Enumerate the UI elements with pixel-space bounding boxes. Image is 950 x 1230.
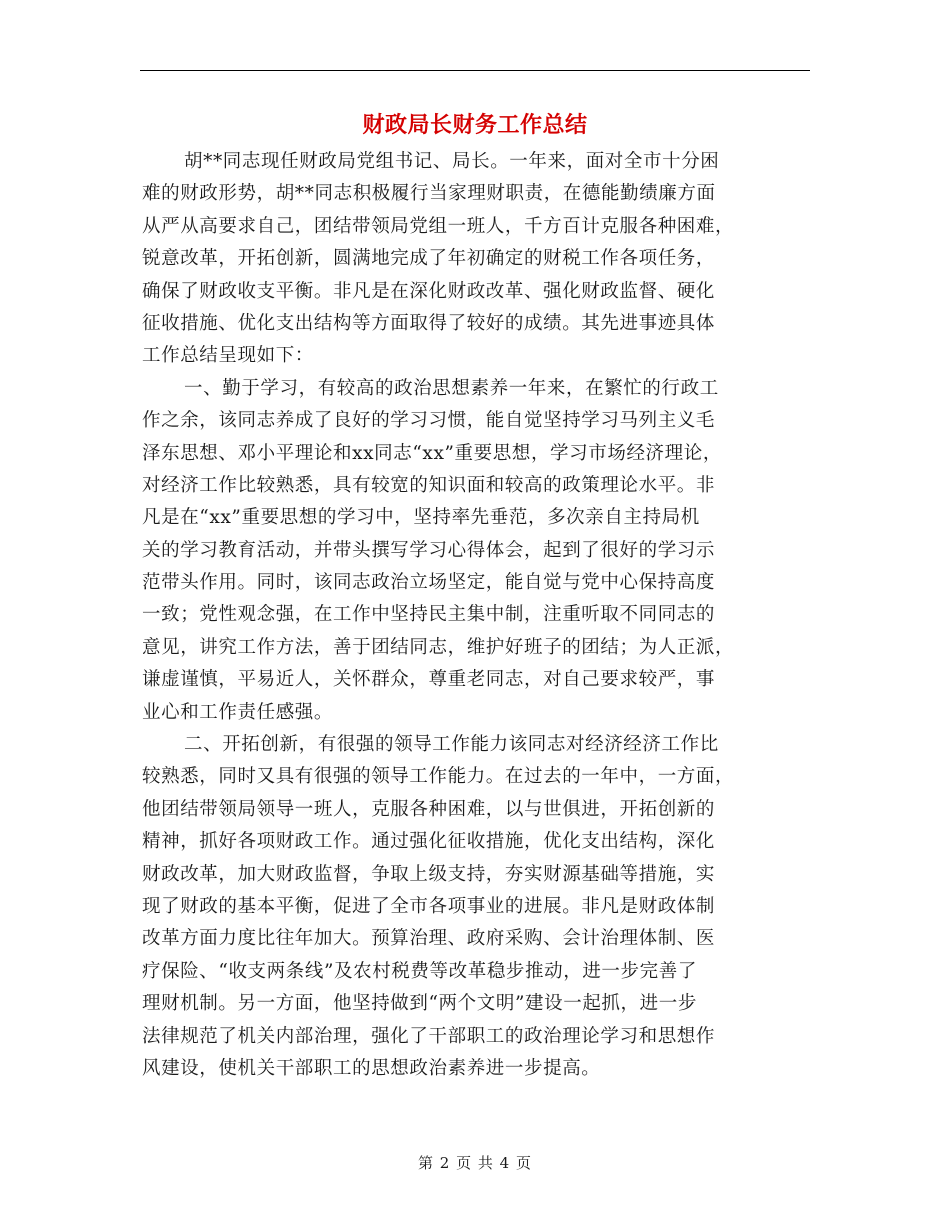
document-title: 财政局长财务工作总结 (362, 112, 588, 138)
body-line: 征收措施、优化支出结构等方面取得了较好的成绩。其先进事迹具体 (142, 312, 716, 334)
body-line: 一致；党性观念强，在工作中坚持民主集中制，注重听取不同同志的 (142, 604, 716, 626)
document-body (142, 146, 810, 1085)
body-line: 二、开拓创新，有很强的领导工作能力该同志对经济经济工作比 (184, 734, 719, 756)
body-line: 业心和工作责任感强。 (142, 701, 334, 723)
body-line: 法律规范了机关内部治理，强化了干部职工的政治理论学习和思想作 (142, 1025, 716, 1047)
page-number-footer: 第 2 页 共 4 页 (418, 1154, 532, 1172)
body-line: 从严从高要求自己，团结带领局党组一班人，千方百计克服各种困难， (142, 215, 735, 237)
body-line: 意见，讲究工作方法，善于团结同志，维护好班子的团结；为人正派， (142, 636, 735, 658)
body-line: 较熟悉，同时又具有很强的领导工作能力。在过去的一年中，一方面， (142, 766, 735, 788)
body-line: 他团结带领局领导一班人，克服各种困难，以与世俱进，开拓创新的 (142, 798, 716, 820)
body-line: 改革方面力度比往年加大。预算治理、政府采购、会计治理体制、医 (142, 928, 716, 950)
body-line: 对经济工作比较熟悉，具有较宽的知识面和较高的政策理论水平。非 (142, 474, 716, 496)
header-rule (140, 70, 810, 71)
body-line: 关的学习教育活动，并带头撰写学习心得体会，起到了很好的学习示 (142, 539, 716, 561)
body-line: 凡是在“xx”重要思想的学习中，坚持率先垂范，多次亲自主持局机 (142, 507, 700, 529)
body-line: 工作总结呈现如下： (142, 345, 314, 367)
body-line: 谦虚谨慎，平易近人，关怀群众，尊重老同志，对自己要求较严，事 (142, 669, 716, 691)
body-line: 现了财政的基本平衡，促进了全市各项事业的进展。非凡是财政体制 (142, 895, 716, 917)
body-line: 确保了财政收支平衡。非凡是在深化财政改革、强化财政监督、硬化 (142, 280, 716, 302)
body-line: 疗保险、“收支两条线”及农村税费等改革稳步推动，进一步完善了 (142, 960, 697, 982)
body-line: 理财机制。另一方面，他坚持做到“两个文明”建设一起抓，进一步 (142, 993, 697, 1015)
body-line: 泽东思想、邓小平理论和xx同志“xx”重要思想，学习市场经济理论， (142, 442, 722, 464)
body-line: 胡**同志现任财政局党组书记、局长。一年来，面对全市十分困 (184, 151, 720, 172)
body-line: 一、勤于学习，有较高的政治思想素养一年来，在繁忙的行政工 (184, 377, 719, 399)
body-line: 难的财政形势，胡**同志积极履行当家理财职责，在德能勤绩廉方面 (142, 183, 716, 205)
body-line: 作之余，该同志养成了良好的学习习惯，能自觉坚持学习马列主义毛 (142, 410, 716, 432)
body-line: 范带头作用。同时，该同志政治立场坚定，能自觉与党中心保持高度 (142, 572, 716, 594)
body-line: 锐意改革，开拓创新，圆满地完成了年初确定的财税工作各项任务， (142, 248, 716, 270)
body-line: 风建设，使机关干部职工的思想政治素养进一步提高。 (142, 1057, 601, 1079)
body-line: 财政改革，加大财政监督，争取上级支持，夯实财源基础等措施，实 (142, 863, 716, 885)
body-line: 精神，抓好各项财政工作。通过强化征收措施，优化支出结构，深化 (142, 831, 716, 853)
